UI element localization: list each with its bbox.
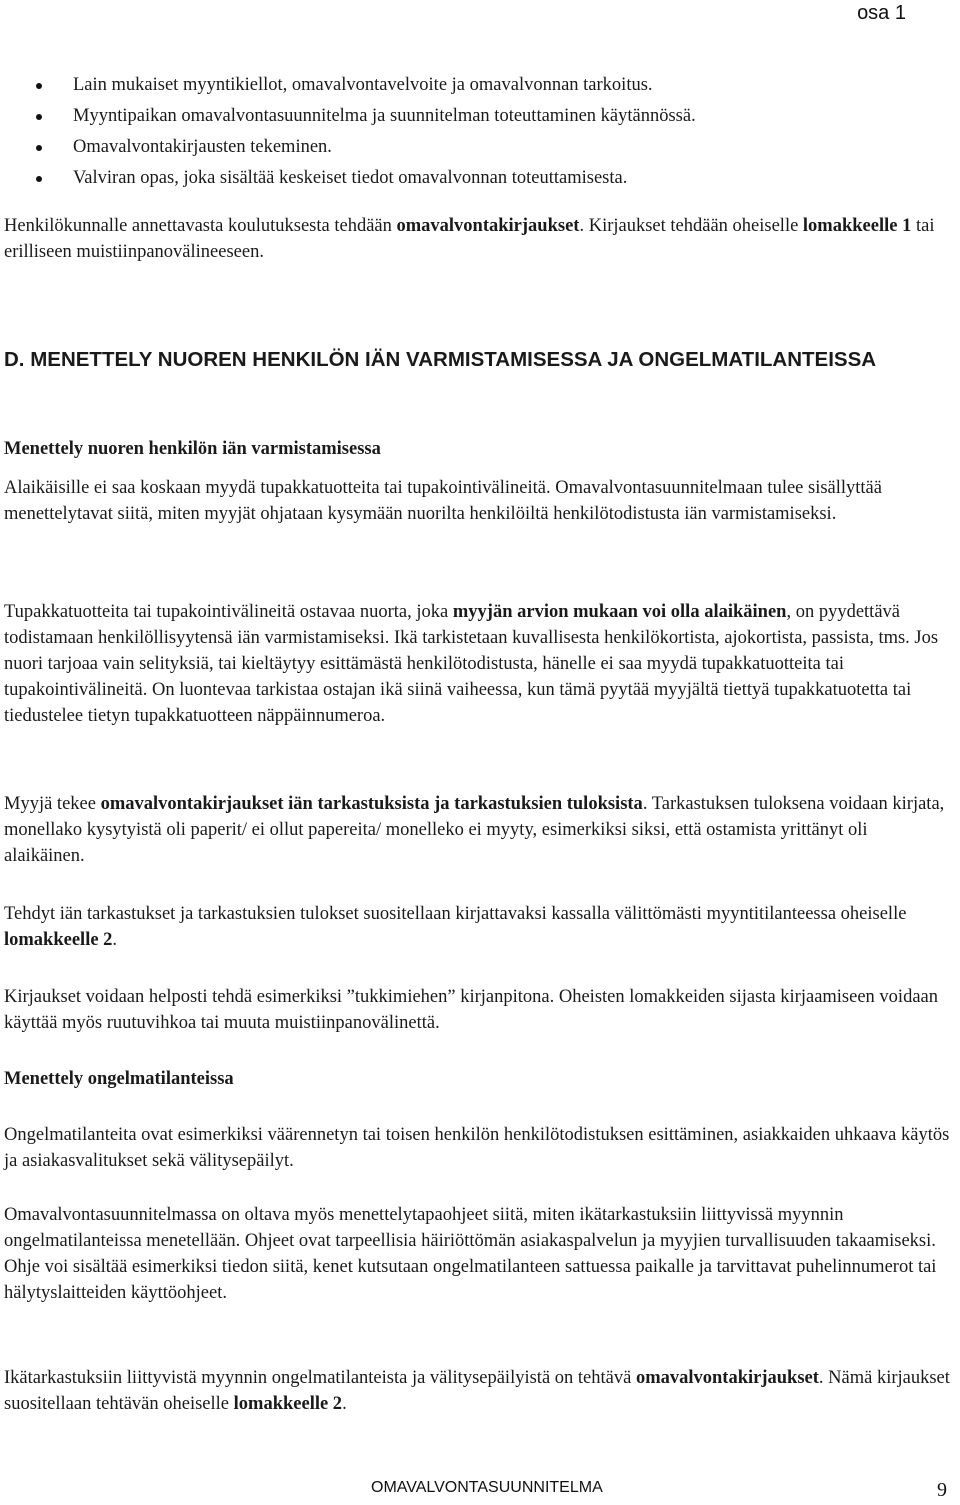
paragraph-1: Alaikäisille ei saa koskaan myydä tupakkatuotteita tai tupakointivälineitä. Omavalvontasuunnitelmaan tulee sisällyttää menettelytavat siitä, miten myyjät ohjataan kysymään nuorilta henkilöiltä henkilötodistusta iän varmistamiseksi. [4, 478, 882, 524]
footer-label: OMAVALVONTASUUNNITELMA [371, 1479, 603, 1496]
paragraph-2: Tupakkatuotteita tai tupakointivälineitä ostavaa nuorta, joka myyjän arvion mukaan voi olla alaikäinen, on pyydettävä todistamaan henkilöllisyytensä iän varmistamiseksi. Ikä tarkistetaan kuvallisesta henkilökortista, ajokortista, passista, tms. Jos nuori tarjoaa vain selityksiä, tai kieltäytyy esittämästä henkilötodistusta, hänelle ei saa myydä tupakkatuotteita tai tupakointivälineitä. On luontevaa tarkistaa ostajan ikä siinä vaiheessa, kun tämä pyytää myyjältä tiettyä tupakkatuotetta tai tiedustelee tietyn tupakkatuotteen näppäinnumeroa. [4, 602, 939, 726]
topic-bullet-list [0, 70, 940, 194]
section-label: osa 1 [857, 2, 906, 24]
subheading-problem-situations: Menettely ongelmatilanteissa [4, 1069, 234, 1089]
paragraph-4: Tehdyt iän tarkastukset ja tarkastuksien tulokset suositellaan kirjattavaksi kassalla välittömästi myyntitilanteessa oheiselle lomakkeelle 2. [4, 904, 907, 950]
paragraph-7: Omavalvontasuunnitelmassa on oltava myös menettelytapaohjeet siitä, miten ikätarkastuksiin liittyvissä myynnin ongelmatilanteissa menetellään. Ohjeet ovat tarpeellisia häiriöttömän asiakaspalvelun ja myyjien turvallisuuden takaamiseksi. Ohje voi sisältää esimerkiksi tiedon siitä, kenet kutsutaan ongelmatilanteen sattuessa paikalle ja tarvittavat puhelinnumerot tai hälytyslaitteiden käyttöohjeet. [4, 1205, 937, 1303]
bullet-item: Omavalvontakirjausten tekeminen. [0, 132, 940, 163]
paragraph-6: Ongelmatilanteita ovat esimerkiksi väärennetyn tai toisen henkilön henkilötodistuksen esittäminen, asiakkaiden uhkaava käytös ja asiakasvalitukset sekä välitysepäilyt. [4, 1125, 950, 1171]
page-number: 9 [937, 1479, 947, 1501]
section-heading: D. MENETTELY NUOREN HENKILÖN IÄN VARMISTAMISESSA JA ONGELMATILANTEISSA [4, 348, 877, 371]
subheading-age-verification: Menettely nuoren henkilön iän varmistamisessa [4, 439, 381, 459]
paragraph-3: Myyjä tekee omavalvontakirjaukset iän tarkastuksista ja tarkastuksien tuloksista. Tarkastuksen tuloksena voidaan kirjata, monellako kysytyistä oli paperit/ ei ollut papereita/ monelleko ei myyty, esimerkiksi siksi, että ostamista yrittänyt oli alaikäinen. [4, 794, 945, 866]
bullet-dot-icon [36, 176, 42, 182]
paragraph-5: Kirjaukset voidaan helposti tehdä esimerkiksi ”tukkimiehen” kirjanpitona. Oheisten lomakkeiden sijasta kirjaamiseen voidaan käyttää myös ruutuvihkoa tai muuta muistiinpanovälinettä. [4, 987, 938, 1033]
bullet-item: Myyntipaikan omavalvontasuunnitelma ja suunnitelman toteuttaminen käytännössä. [0, 101, 940, 132]
bullet-dot-icon [36, 145, 42, 151]
bullet-dot-icon [36, 114, 42, 120]
bullet-item: Lain mukaiset myyntikiellot, omavalvontavelvoite ja omavalvonnan tarkoitus. [0, 70, 940, 101]
bullet-dot-icon [36, 83, 42, 89]
training-paragraph: Henkilökunnalle annettavasta koulutuksesta tehdään omavalvontakirjaukset. Kirjaukset tehdään oheiselle lomakkeelle 1 tai erilliseen muistiinpanovälineeseen. [4, 216, 935, 262]
paragraph-8: Ikätarkastuksiin liittyvistä myynnin ongelmatilanteista ja välitysepäilyistä on tehtävä omavalvontakirjaukset. Nämä kirjaukset suositellaan tehtävän oheiselle lomakkeelle 2. [4, 1368, 950, 1414]
bullet-item: Valviran opas, joka sisältää keskeiset tiedot omavalvonnan toteuttamisesta. [0, 163, 940, 194]
